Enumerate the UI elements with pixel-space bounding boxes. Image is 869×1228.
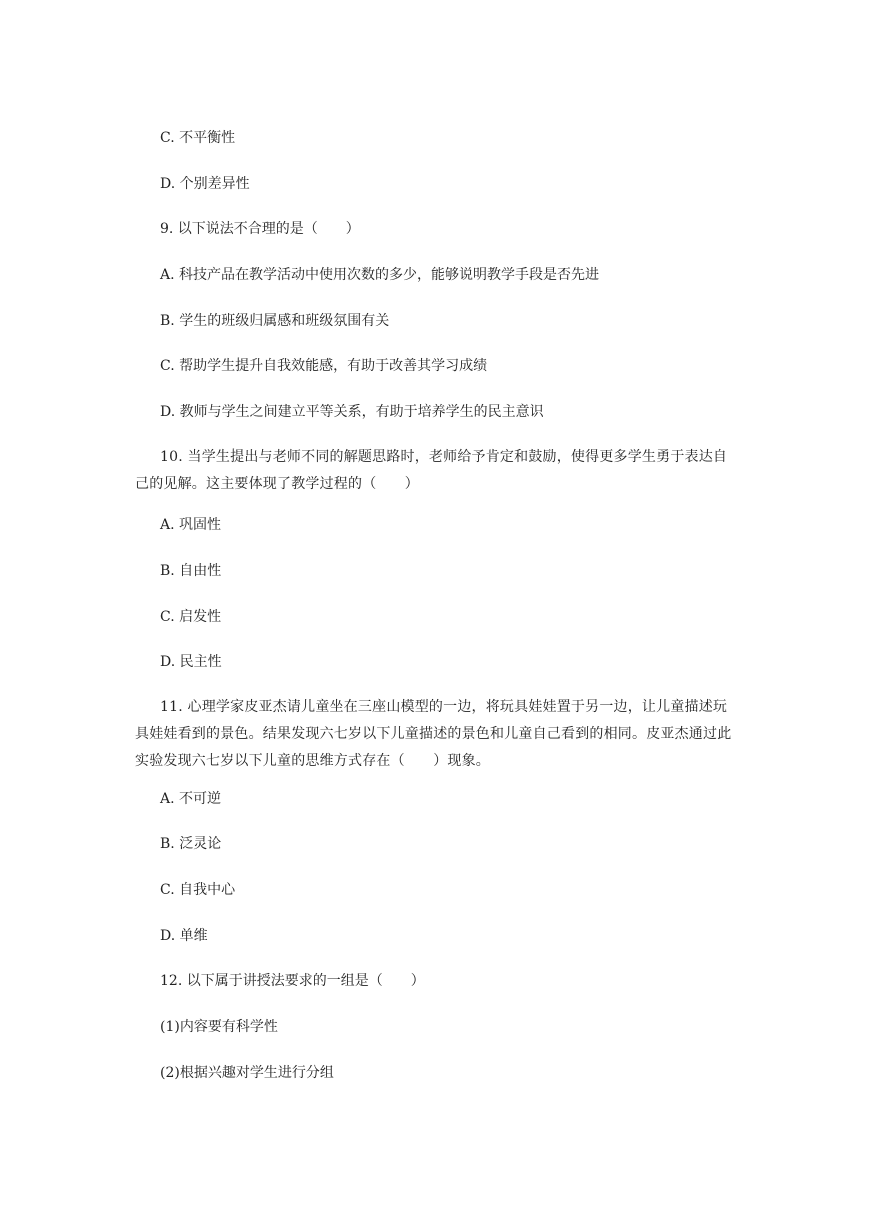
q9-option-d: D. 教师与学生之间建立平等关系，有助于培养学生的民主意识: [160, 404, 544, 420]
q9-stem: 9. 以下说法不合理的是（ ）: [160, 221, 360, 237]
q11-option-a: A. 不可逆: [160, 791, 222, 807]
q11-option-b: B. 泛灵论: [160, 836, 222, 852]
q9-option-b: B. 学生的班级归属感和班级氛围有关: [160, 313, 390, 329]
q11-stem: 11. 心理学家皮亚杰请儿童坐在三座山模型的一边，将玩具娃娃置于另一边，让儿童描述玩具娃娃看到的景色。结果发现六七岁以下儿童描述的景色和儿童自己看到的相同。皮亚杰通过此实验发现六七岁以下儿童的思维方式存在（ ）现象。: [135, 699, 732, 769]
q9-option-a: A. 科技产品在教学活动中使用次数的多少，能够说明教学手段是否先进: [160, 267, 600, 283]
q11-option-c: C. 自我中心: [160, 882, 236, 898]
q10-option-b: B. 自由性: [160, 563, 222, 579]
q10-option-d: D. 民主性: [160, 654, 222, 670]
q12-item-1: (1)内容要有科学性: [160, 1019, 278, 1035]
q9-option-c: C. 帮助学生提升自我效能感，有助于改善其学习成绩: [160, 358, 488, 374]
q11-option-d: D. 单维: [160, 928, 208, 944]
q12-item-2: (2)根据兴趣对学生进行分组: [160, 1065, 334, 1081]
q12-stem: 12. 以下属于讲授法要求的一组是（ ）: [160, 973, 425, 989]
q10-option-a: A. 巩固性: [160, 517, 222, 533]
q10-option-c: C. 启发性: [160, 609, 222, 625]
q8-option-c: C. 不平衡性: [160, 130, 236, 146]
q8-option-d: D. 个别差异性: [160, 176, 250, 192]
q10-stem: 10. 当学生提出与老师不同的解题思路时，老师给予肯定和鼓励，使得更多学生勇于表达自己的见解。这主要体现了教学过程的（ ）: [135, 449, 728, 492]
